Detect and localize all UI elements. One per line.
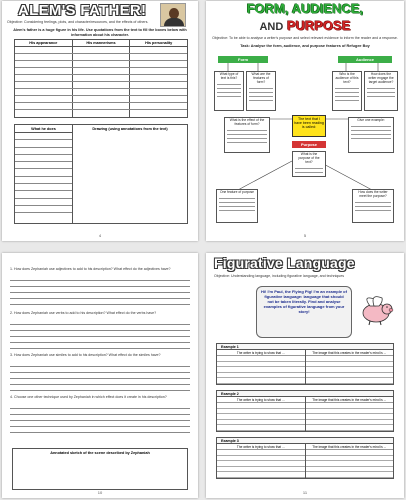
question-text: 3. How does Zephaniah use similes to add to his description? What effect do the similes have? (10, 353, 161, 357)
worksheet-page-alems-father (2, 1, 198, 241)
question-text: 4. Choose one other technique used by Zephaniah in which effect does it create in his description? (10, 395, 167, 399)
column-header-left: The writer is trying to show that ... (217, 350, 305, 356)
example-block[interactable] (216, 437, 394, 479)
column-header-right: The image that this creates in the reader's mind is ... (306, 350, 394, 356)
question-block[interactable] (10, 267, 190, 305)
what-he-does-column[interactable] (15, 125, 73, 223)
objective-text: Objective: Understanding language, including figurative language, and techniques (214, 274, 345, 278)
column-header-left: The writer is trying to show that ... (217, 397, 305, 403)
task-text: Task: Analyse the form, audience, and purpose features of Refugee Boy (240, 44, 370, 48)
intro-text: Alem's father is a huge figure in his life. Use quotations from the text to fill the boxes below with information about his character. (13, 28, 187, 37)
purpose-label: Purpose (292, 141, 326, 148)
example-block[interactable] (216, 343, 394, 385)
form-type-box[interactable] (214, 71, 244, 111)
example-heading: Example 2 (217, 391, 393, 397)
title-purpose: PURPOSE (286, 18, 351, 33)
column-header-right: The image that this creates in the reader's mind is ... (306, 444, 394, 450)
page-title-line1: FORM, AUDIENCE, (246, 1, 364, 16)
table-row[interactable] (15, 82, 187, 89)
worksheet-page-zephaniah-questions (2, 253, 198, 498)
purpose-question: What is the purpose of the text? (298, 152, 320, 164)
question-block[interactable] (10, 311, 190, 349)
drawing-area[interactable] (73, 125, 187, 223)
give-example-question: Give one example: (357, 118, 385, 122)
table-row[interactable] (15, 96, 187, 103)
purpose-feature-box[interactable] (216, 189, 258, 223)
sketch-box[interactable] (12, 448, 188, 490)
table-row[interactable] (15, 54, 187, 61)
character-portrait-image (160, 3, 186, 27)
example-heading: Example 3 (217, 438, 393, 444)
table-row[interactable] (15, 110, 187, 117)
speech-bubble: Hi! I'm Paul, the Flying Pig! I'm an example of figurative language: language that should not be taken literally. Find and analyse examples of figurative language from your story! (256, 286, 352, 338)
worksheet-page-form-audience-purpose (206, 1, 404, 241)
column-header-left: The writer is trying to show that ... (217, 444, 305, 450)
objective-text: Objective: Considering feelings, plots, and character/resources, and the effects of others. (7, 20, 149, 24)
header-appearance: His appearance (15, 40, 73, 46)
page-number: 10 (97, 490, 103, 495)
example-block[interactable] (216, 390, 394, 432)
form-type-question: What type of text is this? (219, 72, 239, 80)
worksheet-page-figurative-language (206, 253, 404, 498)
lower-section (14, 124, 188, 224)
header-mannerisms: His mannerisms (73, 40, 131, 46)
table-row[interactable] (15, 68, 187, 75)
column-header-right: The image that this creates in the reader's mind is ... (306, 397, 394, 403)
audience-who-box[interactable] (332, 71, 362, 111)
purpose-meet-question: How does the writer meet the purpose? (358, 190, 388, 198)
example-heading: Example 1 (217, 344, 393, 350)
purpose-feature-question: One feature of purpose (220, 190, 254, 194)
give-example-box[interactable] (348, 117, 394, 153)
header-personality: His personality (145, 41, 173, 45)
drawing-heading: Drawing (using annotations from the text) (92, 127, 168, 131)
question-text: 2. How does Zephaniah use verbs to add to his description? What effect do the verbs have? (10, 311, 157, 315)
table-header-row (15, 40, 187, 47)
page-number: 4 (98, 233, 102, 238)
question-block[interactable] (10, 353, 190, 391)
sketch-heading: Annotated sketch of the scene described by Zephaniah (50, 451, 150, 455)
purpose-meet-box[interactable] (352, 189, 394, 223)
objective-text: Objective: To be able to analyse a writer's purpose and select relevant evidence to inform the reader and a response. (212, 36, 398, 40)
question-block[interactable] (10, 395, 190, 433)
table-row[interactable] (15, 61, 187, 68)
audience-label: Audience (338, 56, 392, 63)
portrait-body (164, 18, 184, 27)
page-title: ALEM'S FATHER! (18, 2, 147, 19)
table-row[interactable] (15, 89, 187, 96)
purpose-box[interactable] (292, 151, 326, 177)
table-row[interactable] (15, 103, 187, 110)
form-effect-question: What is the effect of the features of form? (229, 118, 265, 126)
form-effect-box[interactable] (224, 117, 270, 153)
what-he-does-heading: What he does (15, 125, 72, 133)
character-table (14, 39, 188, 118)
flying-pig-icon (356, 293, 396, 327)
title-and: AND (259, 21, 284, 33)
form-features-question: What are the features of form? (251, 72, 271, 84)
text-title-box[interactable] (292, 115, 326, 137)
audience-engage-question: How does the writer engage the target audience? (368, 72, 394, 84)
form-features-box[interactable] (246, 71, 276, 111)
table-row[interactable] (15, 75, 187, 82)
question-text: 1. How does Zephaniah use adjectives to add to his description? What effect do the adjectives have? (10, 267, 171, 271)
page-title: Figurative Language (214, 255, 355, 271)
table-row[interactable] (15, 47, 187, 54)
page-number: 11 (302, 490, 308, 495)
audience-engage-box[interactable] (364, 71, 398, 111)
page-number: 5 (303, 233, 307, 238)
text-title-question: The text that I have been reading is called: (294, 117, 324, 130)
audience-who-question: Who is the audience of this text? (335, 72, 359, 84)
form-label: Form (218, 56, 268, 63)
